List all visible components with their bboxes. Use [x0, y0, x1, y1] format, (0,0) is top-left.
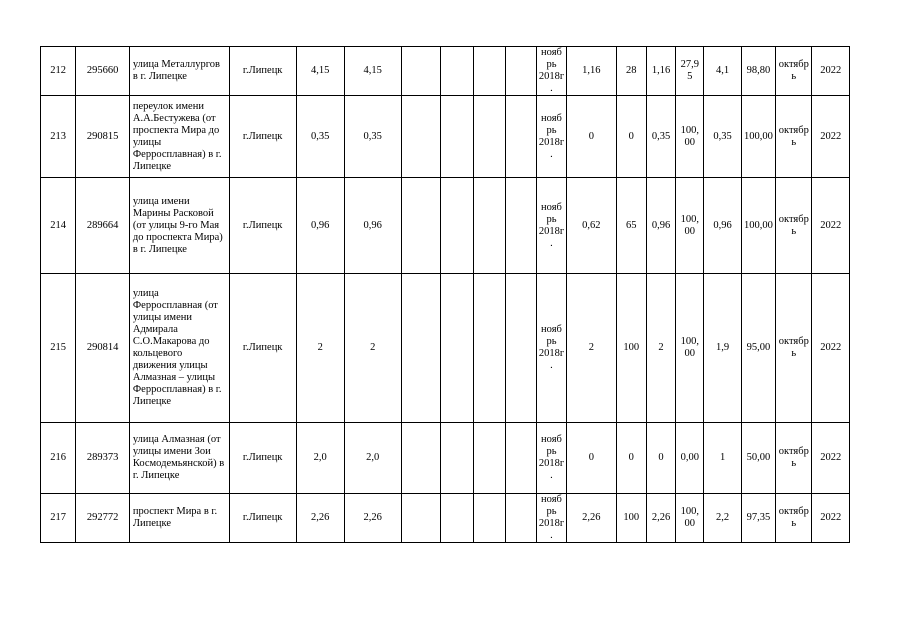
- table-row: [41, 96, 850, 178]
- empty-cell: [505, 47, 536, 96]
- empty-cell: [440, 274, 473, 423]
- month: октябрь: [776, 494, 812, 543]
- length-total: 2,26: [296, 494, 344, 543]
- table-row: [41, 494, 850, 543]
- value-3: 0: [646, 423, 675, 494]
- row-number: 217: [41, 494, 76, 543]
- empty-cell: [401, 96, 440, 178]
- value-5: 1,9: [704, 274, 741, 423]
- road-address: переулок имени А.А.Бестужева (от проспекта Мира до улицы Ферросплавная) в г. Липецке: [129, 96, 229, 178]
- month: октябрь: [776, 47, 812, 96]
- length-repaired: 0,35: [344, 96, 401, 178]
- empty-cell: [440, 423, 473, 494]
- value-2: 0: [616, 96, 646, 178]
- month: октябрь: [776, 423, 812, 494]
- inspection-date: ноябрь 2018г.: [536, 423, 566, 494]
- road-address: проспект Мира в г. Липецке: [129, 494, 229, 543]
- year: 2022: [812, 47, 850, 96]
- year: 2022: [812, 96, 850, 178]
- month: октябрь: [776, 96, 812, 178]
- inspection-date: ноябрь 2018г.: [536, 178, 566, 274]
- empty-cell: [401, 47, 440, 96]
- value-2: 0: [616, 423, 646, 494]
- value-1: 2,26: [567, 494, 616, 543]
- year: 2022: [812, 274, 850, 423]
- value-1: 0: [567, 96, 616, 178]
- table-row: [41, 178, 850, 274]
- inspection-date: ноябрь 2018г.: [536, 47, 566, 96]
- empty-cell: [505, 274, 536, 423]
- value-1: 0,62: [567, 178, 616, 274]
- road-address: улица Ферросплавная (от улицы имени Адмирала С.О.Макарова до кольцевого движения улицы Алмазная – улицы Ферросплавная) в г. Липецке: [129, 274, 229, 423]
- value-3: 0,96: [646, 178, 675, 274]
- empty-cell: [474, 494, 505, 543]
- value-4: 100,00: [676, 494, 704, 543]
- value-2: 100: [616, 494, 646, 543]
- row-number: 213: [41, 96, 76, 178]
- table-row: [41, 47, 850, 96]
- value-6: 95,00: [741, 274, 775, 423]
- value-6: 98,80: [741, 47, 775, 96]
- city: г.Липецк: [229, 423, 296, 494]
- row-number: 216: [41, 423, 76, 494]
- length-repaired: 2,0: [344, 423, 401, 494]
- empty-cell: [505, 423, 536, 494]
- value-6: 100,00: [741, 96, 775, 178]
- year: 2022: [812, 423, 850, 494]
- road-address: улица Алмазная (от улицы имени Зои Космодемьянской) в г. Липецке: [129, 423, 229, 494]
- city: г.Липецк: [229, 96, 296, 178]
- empty-cell: [474, 274, 505, 423]
- value-4: 0,00: [676, 423, 704, 494]
- value-1: 0: [567, 423, 616, 494]
- year: 2022: [812, 178, 850, 274]
- empty-cell: [440, 47, 473, 96]
- table-row: [41, 423, 850, 494]
- road-address: улица имени Марины Расковой (от улицы 9-го Мая до проспекта Мира) в г. Липецке: [129, 178, 229, 274]
- city: г.Липецк: [229, 494, 296, 543]
- empty-cell: [474, 423, 505, 494]
- city: г.Липецк: [229, 178, 296, 274]
- value-5: 0,35: [704, 96, 741, 178]
- road-code: 290814: [76, 274, 130, 423]
- value-6: 97,35: [741, 494, 775, 543]
- empty-cell: [474, 178, 505, 274]
- value-5: 2,2: [704, 494, 741, 543]
- value-2: 28: [616, 47, 646, 96]
- empty-cell: [440, 178, 473, 274]
- road-address: улица Металлургов в г. Липецке: [129, 47, 229, 96]
- empty-cell: [401, 423, 440, 494]
- road-code: 289664: [76, 178, 130, 274]
- value-4: 100,00: [676, 178, 704, 274]
- empty-cell: [474, 96, 505, 178]
- year: 2022: [812, 494, 850, 543]
- empty-cell: [440, 494, 473, 543]
- value-2: 65: [616, 178, 646, 274]
- empty-cell: [401, 274, 440, 423]
- value-6: 50,00: [741, 423, 775, 494]
- empty-cell: [505, 96, 536, 178]
- month: октябрь: [776, 178, 812, 274]
- row-number: 214: [41, 178, 76, 274]
- length-total: 2: [296, 274, 344, 423]
- row-number: 215: [41, 274, 76, 423]
- length-repaired: 2: [344, 274, 401, 423]
- empty-cell: [401, 494, 440, 543]
- road-code: 295660: [76, 47, 130, 96]
- length-total: 0,35: [296, 96, 344, 178]
- table-row: [41, 274, 850, 423]
- length-total: 4,15: [296, 47, 344, 96]
- value-3: 1,16: [646, 47, 675, 96]
- row-number: 212: [41, 47, 76, 96]
- length-total: 2,0: [296, 423, 344, 494]
- inspection-date: ноябрь 2018г.: [536, 494, 566, 543]
- value-5: 0,96: [704, 178, 741, 274]
- road-code: 290815: [76, 96, 130, 178]
- length-total: 0,96: [296, 178, 344, 274]
- value-2: 100: [616, 274, 646, 423]
- length-repaired: 4,15: [344, 47, 401, 96]
- empty-cell: [505, 494, 536, 543]
- inspection-date: ноябрь 2018г.: [536, 96, 566, 178]
- value-3: 2: [646, 274, 675, 423]
- value-4: 100,00: [676, 96, 704, 178]
- value-1: 2: [567, 274, 616, 423]
- road-code: 289373: [76, 423, 130, 494]
- month: октябрь: [776, 274, 812, 423]
- roads-table: [40, 46, 850, 543]
- length-repaired: 2,26: [344, 494, 401, 543]
- value-6: 100,00: [741, 178, 775, 274]
- value-1: 1,16: [567, 47, 616, 96]
- value-4: 100,00: [676, 274, 704, 423]
- empty-cell: [505, 178, 536, 274]
- empty-cell: [401, 178, 440, 274]
- value-4: 27,95: [676, 47, 704, 96]
- empty-cell: [474, 47, 505, 96]
- value-5: 4,1: [704, 47, 741, 96]
- inspection-date: ноябрь 2018г.: [536, 274, 566, 423]
- empty-cell: [440, 96, 473, 178]
- city: г.Липецк: [229, 274, 296, 423]
- road-code: 292772: [76, 494, 130, 543]
- city: г.Липецк: [229, 47, 296, 96]
- value-5: 1: [704, 423, 741, 494]
- value-3: 0,35: [646, 96, 675, 178]
- length-repaired: 0,96: [344, 178, 401, 274]
- value-3: 2,26: [646, 494, 675, 543]
